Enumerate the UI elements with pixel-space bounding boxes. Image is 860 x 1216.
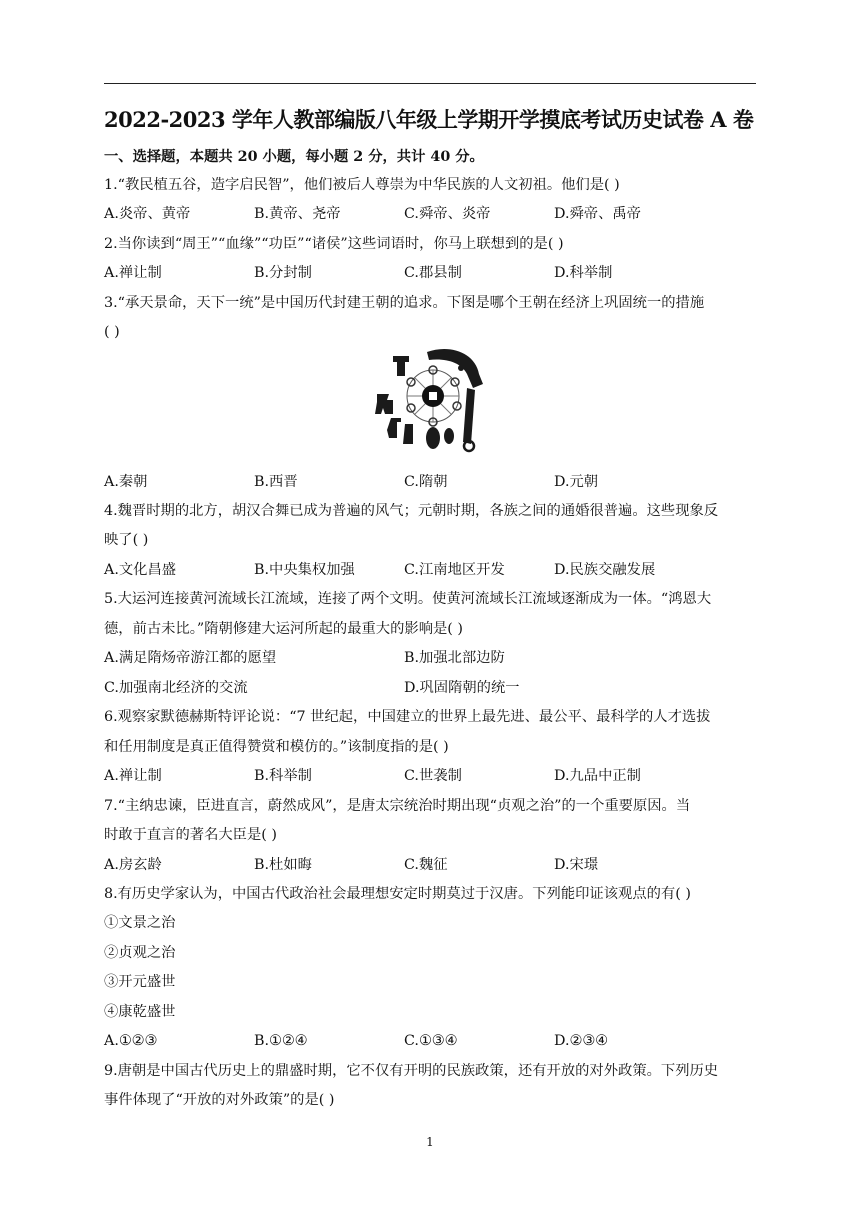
question-3-options — [104, 472, 756, 492]
question-5-cont: 德，前古未比。”隋朝修建大运河所起的最重大的影响是( ) — [104, 621, 463, 637]
option-a: A.①②③ — [104, 1033, 158, 1049]
option-b: B.西晋 — [254, 474, 298, 490]
option-b: B.杜如晦 — [254, 857, 312, 873]
question-2: 2.当你读到“周王”“血缘”“功臣”“诸侯”这些词语时，你马上联想到的是( ) — [104, 236, 564, 252]
option-c: C.隋朝 — [404, 474, 448, 490]
question-3: 3.“承天景命，天下一统”是中国历代封建王朝的追求。下图是哪个王朝在经济上巩固统一的措施 — [104, 295, 705, 311]
question-6-cont: 和任用制度是真正值得赞赏和模仿的。”该制度指的是( ) — [104, 739, 449, 755]
option-b: B.中央集权加强 — [254, 562, 355, 578]
question-9: 9.唐朝是中国古代历史上的鼎盛时期，它不仅有开明的民族政策，还有开放的对外政策。下列历史 — [104, 1063, 719, 1079]
question-9-cont: 事件体现了“开放的对外政策”的是( ) — [104, 1092, 335, 1108]
question-5-options-row2 — [104, 678, 756, 698]
exam-title: 2022-2023 学年人教部编版八年级上学期开学摸底考试历史试卷 A 卷 — [104, 107, 754, 132]
option-a: A.秦朝 — [104, 474, 148, 490]
option-c: C.加强南北经济的交流 — [104, 680, 248, 696]
option-c: C.世袭制 — [404, 768, 462, 784]
question-1: 1.“教民植五谷，造字启民智”，他们被后人尊崇为中华民族的人文初祖。他们是( ) — [104, 177, 620, 193]
option-d: D.宋璟 — [554, 857, 599, 873]
option-a: A.禅让制 — [104, 768, 162, 784]
option-c: C.舜帝、炎帝 — [404, 206, 491, 222]
option-d: D.巩固隋朝的统一 — [404, 680, 520, 696]
option-d: D.民族交融发展 — [554, 562, 656, 578]
option-b: B.加强北部边防 — [404, 650, 505, 666]
option-d: D.科举制 — [554, 265, 613, 281]
option-c: C.郡县制 — [404, 265, 462, 281]
question-4-options — [104, 560, 756, 580]
question-8-options — [104, 1031, 756, 1051]
option-a: A.炎帝、黄帝 — [104, 206, 191, 222]
question-8-item-4: ④康乾盛世 — [104, 1004, 176, 1020]
option-d: D.元朝 — [554, 474, 599, 490]
question-2-options — [104, 263, 756, 283]
question-8-item-1: ①文景之治 — [104, 915, 176, 931]
option-d: D.舜帝、禹帝 — [554, 206, 641, 222]
page-number: 1 — [426, 1135, 434, 1149]
option-d: D.②③④ — [554, 1033, 608, 1049]
option-c: C.魏征 — [404, 857, 448, 873]
question-5-options-row1 — [104, 648, 756, 668]
question-8: 8.有历史学家认为，中国古代政治社会最理想安定时期莫过于汉唐。下列能印证该观点的有( ) — [104, 886, 691, 902]
header-rule — [104, 83, 756, 84]
option-c: C.江南地区开发 — [404, 562, 505, 578]
question-7-cont: 时敢于直言的著名大臣是( ) — [104, 827, 277, 843]
option-b: B.黄帝、尧帝 — [254, 206, 341, 222]
option-a: A.文化昌盛 — [104, 562, 177, 578]
question-1-options — [104, 204, 756, 224]
question-5: 5.大运河连接黄河流域长江流域，连接了两个文明。使黄河流域长江流域逐渐成为一体。“鸿恩大 — [104, 591, 712, 607]
option-b: B.科举制 — [254, 768, 312, 784]
option-a: A.禅让制 — [104, 265, 162, 281]
question-8-item-3: ③开元盛世 — [104, 974, 176, 990]
question-4-cont: 映了( ) — [104, 532, 149, 548]
option-a: A.房玄龄 — [104, 857, 162, 873]
question-8-item-2: ②贞观之治 — [104, 945, 176, 961]
question-7: 7.“主纳忠谏，臣进直言，蔚然成风”，是唐太宗统治时期出现“贞观之治”的一个重要原因。当 — [104, 798, 691, 814]
question-3-cont: ( ) — [104, 324, 120, 340]
option-b: B.分封制 — [254, 265, 312, 281]
option-b: B.①②④ — [254, 1033, 308, 1049]
option-a: A.满足隋炀帝游江都的愿望 — [104, 650, 277, 666]
coins-figure — [371, 344, 489, 454]
question-6: 6.观察家默德赫斯特评论说：“7 世纪起，中国建立的世界上最先进、最公平、最科学的人才选拔 — [104, 709, 711, 725]
question-6-options — [104, 766, 756, 786]
question-4: 4.魏晋时期的北方，胡汉合舞已成为普遍的风气；元朝时期，各族之间的通婚很普遍。这些现象反 — [104, 503, 719, 519]
section-heading: 一、选择题，本题共 20 小题，每小题 2 分，共计 40 分。 — [104, 149, 484, 165]
option-d: D.九品中正制 — [554, 768, 641, 784]
question-7-options — [104, 855, 756, 875]
option-c: C.①③④ — [404, 1033, 458, 1049]
